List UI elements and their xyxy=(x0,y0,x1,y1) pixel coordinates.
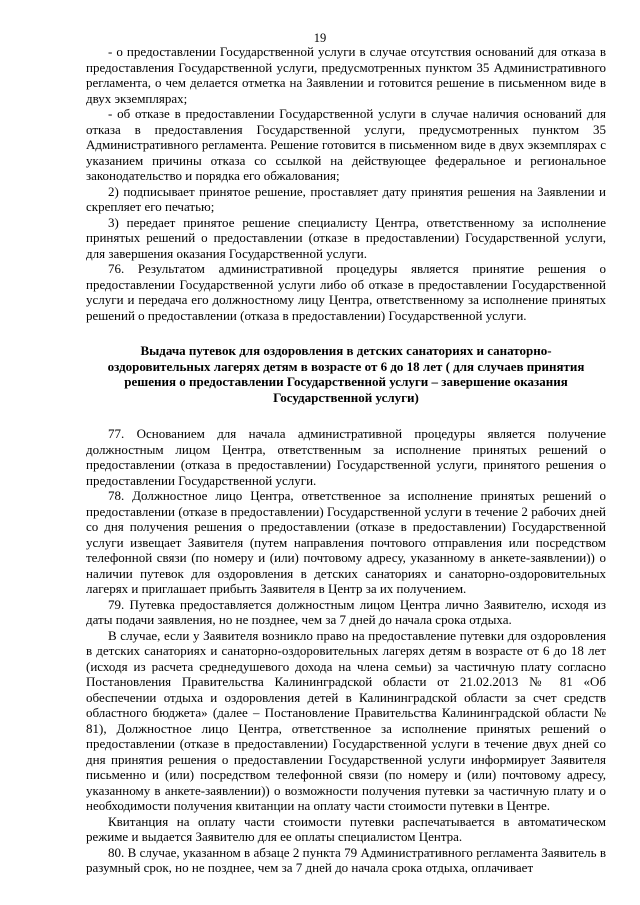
paragraph: 77. Основанием для начала административной процедуры является получение должностным лицом Центра, ответственным за исполнение принятых решений о предоставлении (отказа в предоставлении) Государственной услуги, принятого решения о предоставлении Государственной услуги. xyxy=(86,426,606,488)
paragraph: Квитанция на оплату части стоимости путевки распечатывается в автоматическом режиме и выдается Заявителю для ее оплаты специалистом Центра. xyxy=(86,813,606,844)
page-number: 19 xyxy=(313,31,327,45)
paragraph: - об отказе в предоставлении Государственной услуги в случае наличия оснований для отказа в предоставления Государственной услуги, предусмотренных пунктом 35 Административного регламента. Решение готовится в письменном виде в двух экземплярах с указанием причины отказа со ссылкой на действующее федеральное и региональное законодательство и порядка его обжалования; xyxy=(86,106,606,183)
paragraph: 78. Должностное лицо Центра, ответственное за исполнение принятых решений о предоставлении (отказе в предоставлении) Государственной услуги в течение 2 рабочих дней со дня получения решения о предоставлении (отказе в предоставлении) Государственной услуги извещает Заявителя (путем направления почтового отправления или посредством телефонной связи (по номеру и (или) почтовому адресу, указанному в анкете-заявлении)) о наличии путевок для оздоровления в детских санаториях и санаторно-оздоровительных лагерях и приглашает прибыть Заявителя в Центр за их получением. xyxy=(86,488,606,596)
paragraph: 76. Результатом административной процедуры является принятие решения о предоставлении Государственной услуги либо об отказе в предоставлении Государственной услуги и передача его должностному лицу Центра, ответственному за исполнение принятых решений о предоставлении (отказа в предоставлении) Государственной услуги. xyxy=(86,261,606,323)
paragraph: 3) передает принятое решение специалисту Центра, ответственному за исполнение принятых решений о предоставлении (отказе в предоставлении) Государственной услуги, для завершения оказания Государственной услуги. xyxy=(86,214,606,261)
paragraph: - о предоставлении Государственной услуги в случае отсутствия оснований для отказа в предоставления Государственной услуги, предусмотренных пунктом 35 Административного регламента, о чем делается отметка на Заявлении и готовится решение в письменном виде в двух экземплярах; xyxy=(86,44,606,106)
paragraph: 80. В случае, указанном в абзаце 2 пункта 79 Административного регламента Заявитель в разумный срок, но не позднее, чем за 7 дней до начала срока отдыха, оплачивает xyxy=(86,844,606,875)
paragraph: 79. Путевка предоставляется должностным лицом Центра лично Заявителю, исходя из даты подачи заявления, но не позднее, чем за 7 дней до начала срока отдыха. xyxy=(86,596,606,627)
paragraph: 2) подписывает принятое решение, проставляет дату принятия решения на Заявлении и скрепляет его печатью; xyxy=(86,183,606,214)
document-body xyxy=(86,44,606,876)
section-heading: Выдача путевок для оздоровления в детских санаториях и санаторно-оздоровительных лагерях детям в возрасте от 6 до 18 лет ( для случаев принятия решения о предоставлении Государственной услуги – завершение оказания Государственной услуги) xyxy=(107,343,585,405)
paragraph: В случае, если у Заявителя возникло право на предоставление путевки для оздоровления в детских санаториях и санаторно-оздоровительных лагерях детям в возрасте от 6 до 18 лет (исходя из расчета среднедушевого дохода на члена семьи) за частичную плату согласно Постановления Правительства Калининградской области от 21.02.2013 № 81 «Об обеспечении отдыха и оздоровления детей в Калининградской области за счет средств областного бюджета» (далее – Постановление Правительства Калининградской области № 81), Должностное лицо Центра, ответственное за исполнение принятых решений о предоставлении (отказе в предоставлении) Государственной услуги в течение двух дней со дня принятия решения о предоставлении Государственной услуги информирует Заявителя письменно и (или) посредством телефонной связи (по номеру и (или) почтовому адресу, указанному в анкете-заявлении)) о возможности получения путевки за частичную плату и о необходимости получения квитанции на оплату части стоимости путевки в Центре. xyxy=(86,627,606,813)
